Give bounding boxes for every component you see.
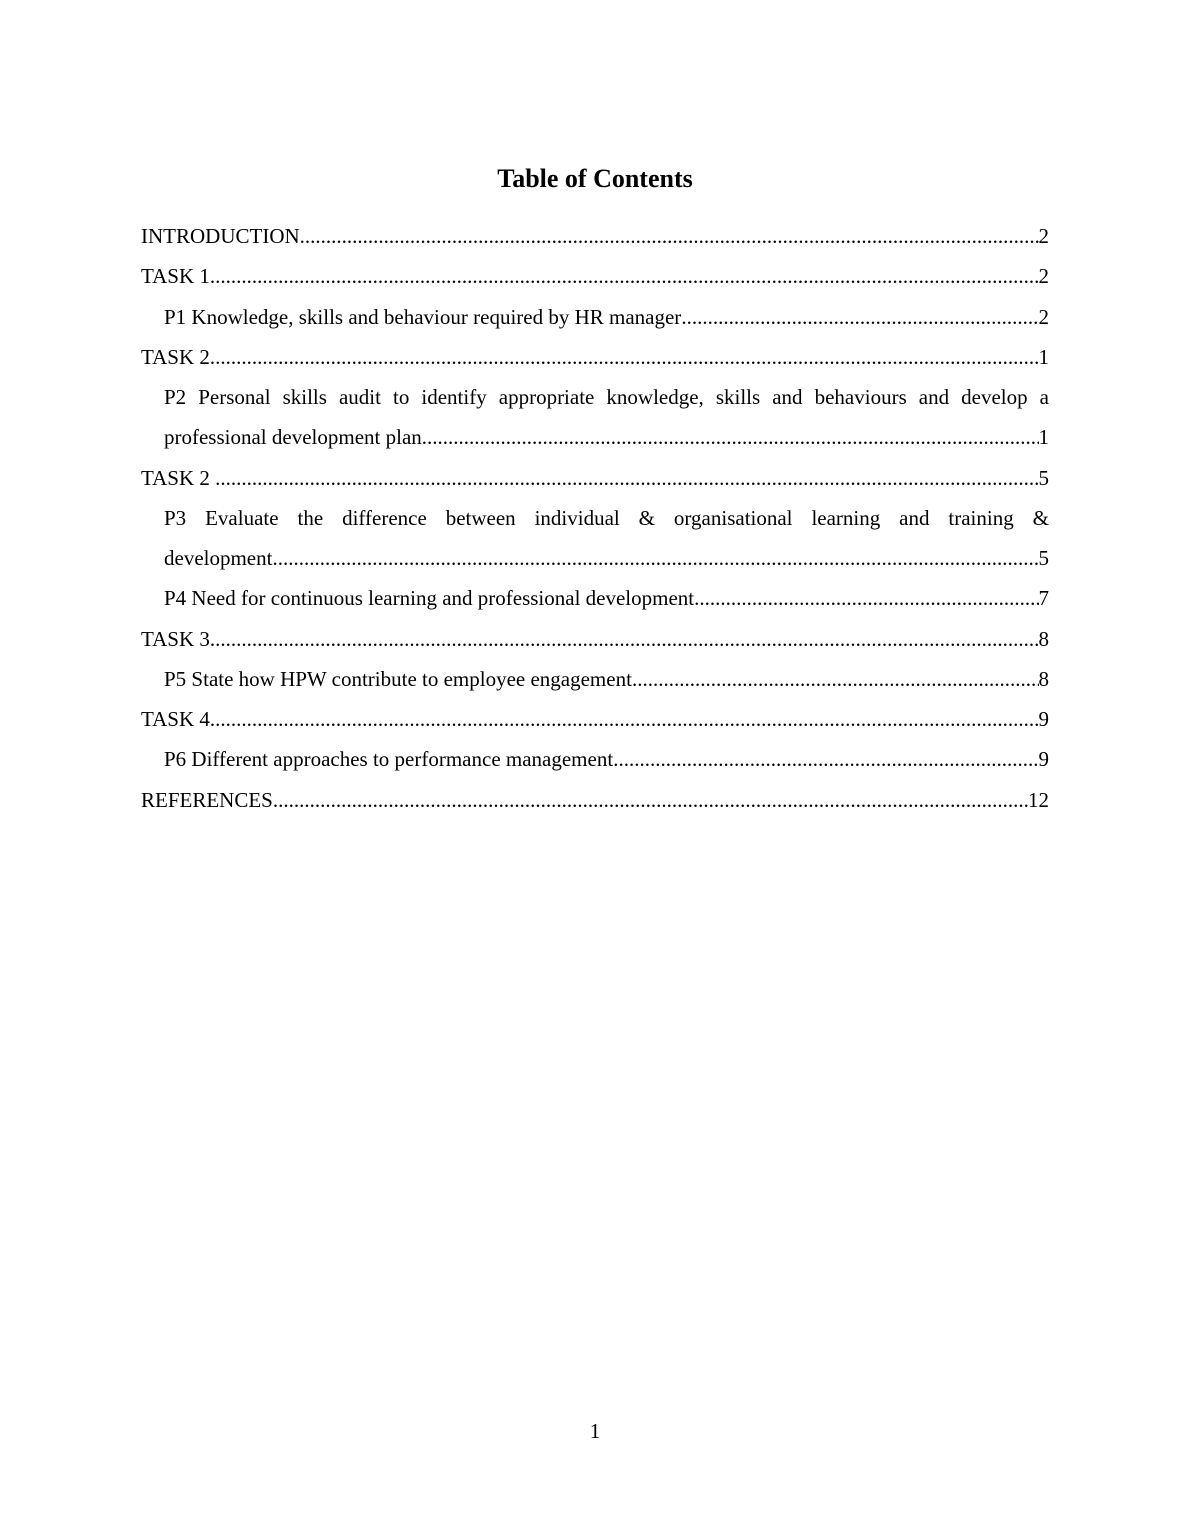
dot-leader xyxy=(681,297,1038,337)
toc-entry-page: 9 xyxy=(1038,707,1049,731)
toc-entry-page: 2 xyxy=(1038,224,1049,248)
toc-entry-task-2-second[interactable] xyxy=(141,458,1049,498)
toc-entry-p3[interactable] xyxy=(141,498,1049,579)
toc-entry-label: TASK 4 xyxy=(141,707,210,731)
dot-leader xyxy=(215,458,1038,498)
dot-leader xyxy=(273,780,1028,820)
toc-entry-label: TASK 2 xyxy=(141,344,210,369)
toc-entry-p2[interactable] xyxy=(141,377,1049,458)
toc-entry-references[interactable] xyxy=(141,780,1049,820)
dot-leader xyxy=(632,659,1039,699)
toc-entry-page: 5 xyxy=(1038,465,1049,490)
dot-leader xyxy=(613,739,1038,779)
dot-leader xyxy=(272,538,1038,578)
toc-entry-p4[interactable] xyxy=(141,578,1049,618)
toc-entry-task-1[interactable] xyxy=(141,256,1049,296)
dot-leader xyxy=(422,417,1039,457)
toc-entry-page: 2 xyxy=(1038,264,1049,289)
toc-entry-label: P1 Knowledge, skills and behaviour required by HR manager xyxy=(164,304,682,329)
toc-entry-p1[interactable] xyxy=(141,297,1049,337)
toc-entry-label-line-1: P2 Personal skills audit to identify appropriate knowledge, skills and behaviours and develop a xyxy=(164,385,1049,409)
toc-entry-p6[interactable] xyxy=(141,739,1049,779)
dot-leader xyxy=(210,256,1039,296)
toc-entry-page: 2 xyxy=(1038,304,1049,329)
toc-entry-label-line-2: development xyxy=(164,546,273,570)
toc-entry-page: 1 xyxy=(1038,344,1049,369)
dot-leader xyxy=(694,578,1038,618)
toc-entry-label: P4 Need for continuous learning and professional development xyxy=(164,586,695,611)
dot-leader xyxy=(210,699,1039,739)
dot-leader xyxy=(210,337,1039,377)
toc-entry-task-4[interactable] xyxy=(141,699,1049,739)
dot-leader xyxy=(210,619,1039,659)
toc-entry-label-line-2: professional development plan xyxy=(164,425,422,450)
dot-leader xyxy=(300,216,1039,256)
toc-entry-page: 8 xyxy=(1038,626,1049,651)
toc-entry-task-2[interactable] xyxy=(141,337,1049,377)
toc-entry-task-3[interactable] xyxy=(141,619,1049,659)
page-number: 1 xyxy=(589,1419,601,1443)
toc-entry-label: REFERENCES xyxy=(141,787,273,812)
table-of-contents xyxy=(141,216,1049,820)
toc-entry-page: 9 xyxy=(1038,747,1049,772)
toc-entry-page: 12 xyxy=(1028,787,1049,812)
toc-entry-introduction[interactable] xyxy=(141,216,1049,256)
toc-entry-page: 5 xyxy=(1038,546,1049,570)
toc-entry-label: TASK 2 xyxy=(141,465,216,490)
toc-title: Table of Contents xyxy=(497,164,693,193)
toc-entry-label-line-1: P3 Evaluate the difference between individual & organisational learning and training & xyxy=(164,505,1049,530)
toc-entry-label: INTRODUCTION xyxy=(141,224,300,248)
toc-entry-page: 7 xyxy=(1038,586,1049,611)
toc-entry-label: P5 State how HPW contribute to employee engagement xyxy=(164,666,632,691)
toc-entry-page: 8 xyxy=(1038,666,1049,691)
toc-entry-label: TASK 1 xyxy=(141,264,210,289)
toc-entry-label: P6 Different approaches to performance management xyxy=(164,747,614,772)
toc-entry-p5[interactable] xyxy=(141,659,1049,699)
toc-entry-page: 1 xyxy=(1038,425,1049,450)
toc-entry-label: TASK 3 xyxy=(141,626,210,651)
